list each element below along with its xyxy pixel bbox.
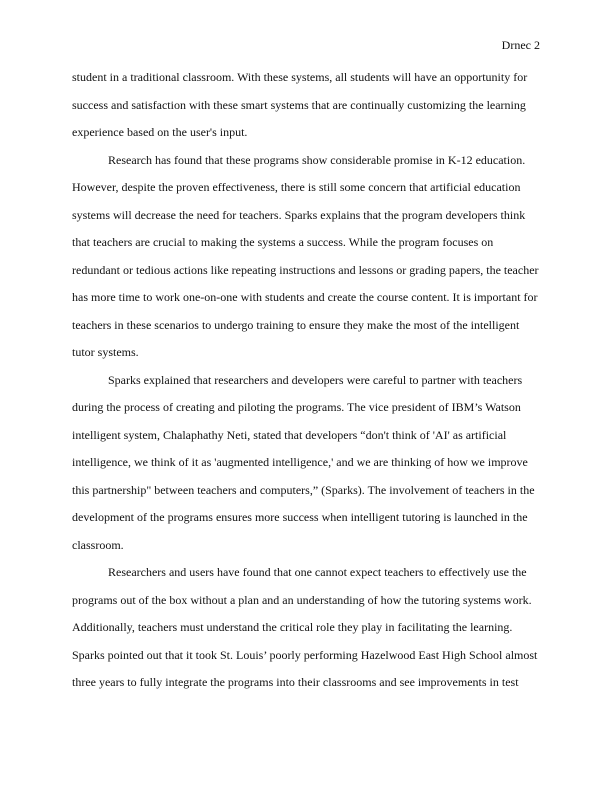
text-line: Sparks pointed out that it took St. Louis’ poorly performing Hazelwood East High School almost: [72, 647, 538, 662]
text-line: However, despite the proven effectiveness, there is still some concern that artificial education: [72, 180, 521, 194]
text-line: that teachers are crucial to making the systems a success. While the program focuses on: [72, 235, 494, 249]
paragraph-first-line: Researchers and users have found that one cannot expect teachers to effectively use the: [108, 565, 527, 579]
text-line: student in a traditional classroom. With these systems, all students will have an opportunity for: [72, 70, 528, 84]
text-line: success and satisfaction with these smart systems that are continually customizing the learning: [72, 97, 526, 112]
paragraph-first-line: Sparks explained that researchers and developers were careful to partner with teachers: [108, 372, 523, 387]
text-line: redundant or tedious actions like repeating instructions and lessons or grading papers, the teacher: [72, 262, 539, 277]
text-line: classroom.: [72, 537, 124, 552]
text-line: experience based on the user's input.: [72, 125, 248, 139]
text-line: systems will decrease the need for teachers. Sparks explains that the program developers think: [72, 207, 526, 222]
text-line: has more time to work one-on-one with students and create the course content. It is important for: [72, 290, 538, 304]
running-head: Drnec 2: [501, 38, 540, 52]
text-line: tutor systems.: [72, 345, 139, 359]
text-line: teachers in these scenarios to undergo training to ensure they make the most of the intelligent: [72, 317, 520, 332]
text-line: intelligent system, Chalaphathy Neti, stated that developers “don't think of 'AI' as artificial: [72, 427, 507, 442]
text-line: Additionally, teachers must understand the critical role they play in facilitating the learning.: [72, 620, 513, 634]
paragraph-first-line: Research has found that these programs show considerable promise in K-12 education.: [108, 152, 526, 167]
text-line: development of the programs ensures more success when intelligent tutoring is launched in the: [72, 510, 528, 524]
text-line: intelligence, we think of it as 'augmented intelligence,' and we are thinking of how we improve: [72, 455, 528, 469]
text-line: during the process of creating and piloting the programs. The vice president of IBM’s Watson: [72, 400, 521, 414]
text-line: three years to fully integrate the programs into their classrooms and see improvements in test: [72, 675, 519, 689]
body-text: [72, 64, 542, 697]
text-line: this partnership" between teachers and computers,” (Sparks). The involvement of teachers in the: [72, 482, 535, 497]
text-line: programs out of the box without a plan and an understanding of how the tutoring systems work.: [72, 592, 532, 607]
